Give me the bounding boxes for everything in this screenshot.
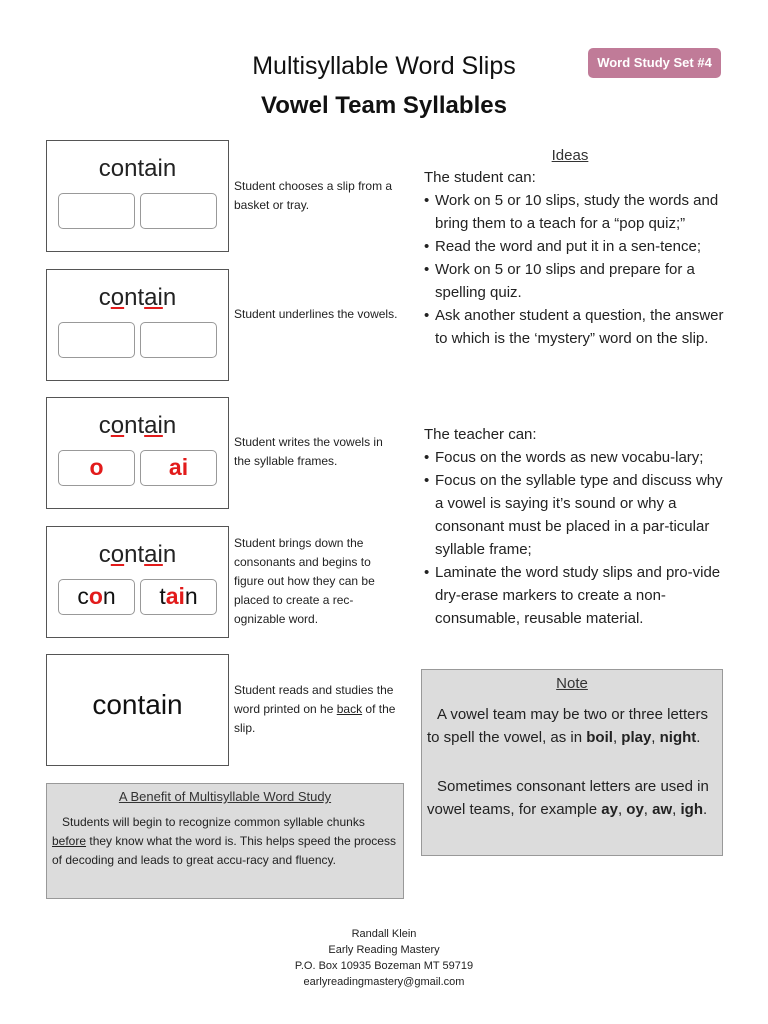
note-paragraph-2: Sometimes consonant letters are used in vowel teams, for example ay, oy, aw, igh. bbox=[427, 778, 709, 818]
teacher-ideas bbox=[424, 423, 724, 630]
step-2-text: Student underlines the vowels. bbox=[234, 307, 398, 321]
syllable-frame-vowel: ai bbox=[140, 450, 217, 486]
list-item: • Focus on the syllable type and discuss why a vowel is saying it’s sound or why a consonant must be placed in a par-ticular syllable frame; bbox=[424, 469, 724, 561]
teacher-lead: The teacher can: bbox=[424, 426, 537, 443]
slip-step-5 bbox=[46, 654, 229, 766]
list-item: • Ask another student a question, the answer to which is the ‘mystery” word on the slip. bbox=[424, 304, 724, 350]
benefit-heading: A Benefit of Multisyllable Word Study bbox=[118, 789, 332, 804]
slip-step-1 bbox=[46, 140, 229, 252]
slip-word-underlined: contain bbox=[98, 412, 177, 439]
list-item: • Laminate the word study slips and pro-vide dry-erase markers to create a non-consumable, reusable material. bbox=[424, 561, 724, 630]
list-item: • Work on 5 or 10 slips, study the words and bring them to a teach for a “pop quiz;” bbox=[424, 189, 724, 235]
syllable-frame-empty bbox=[140, 322, 217, 358]
slip-word-underlined: contain bbox=[98, 284, 177, 311]
slip-step-4 bbox=[46, 526, 229, 638]
syllable-frame-vowel: o bbox=[58, 450, 135, 486]
slip-word-underlined: contain bbox=[98, 541, 177, 568]
page-title: Multisyllable Word Slips bbox=[252, 52, 516, 80]
set-badge: Word Study Set #4 bbox=[588, 48, 721, 78]
step-3-text: Student writes the vowels in the syllable frames. bbox=[234, 435, 383, 468]
list-item: • Read the word and put it in a sen-tence; bbox=[424, 235, 724, 258]
slip-back-word: contain bbox=[92, 689, 183, 720]
step-5-text: Student reads and studies the word printed on he back of the slip. bbox=[234, 683, 396, 735]
slip-step-2 bbox=[46, 269, 229, 381]
benefit-box bbox=[46, 783, 404, 899]
note-box bbox=[421, 669, 723, 856]
note-heading: Note bbox=[556, 675, 588, 692]
footer-email: earlyreadingmastery@gmail.com bbox=[303, 976, 465, 988]
syllable-frame-empty bbox=[140, 193, 217, 229]
student-lead: The student can: bbox=[424, 169, 536, 186]
student-ideas bbox=[424, 166, 724, 350]
benefit-text: Students will begin to recognize common syllable chunks before they know what the word is. This helps speed the process of decoding and leads to great accu-racy and fluency. bbox=[52, 815, 396, 867]
footer-name: Randall Klein bbox=[351, 928, 417, 940]
footer-address: P.O. Box 10935 Bozeman MT 59719 bbox=[294, 960, 474, 972]
syllable-frame-empty bbox=[58, 322, 135, 358]
slip-step-3 bbox=[46, 397, 229, 509]
syllable-frame-full: con bbox=[58, 579, 135, 615]
slip-word: contain bbox=[98, 155, 177, 182]
footer-org: Early Reading Mastery bbox=[328, 944, 440, 956]
list-item: • Focus on the words as new vocabu-lary; bbox=[424, 446, 724, 469]
step-1-text: Student chooses a slip from a basket or tray. bbox=[234, 179, 393, 212]
syllable-frame-full: tain bbox=[140, 579, 217, 615]
ideas-heading: Ideas bbox=[551, 147, 589, 164]
list-item: • Work on 5 or 10 slips and prepare for a spelling quiz. bbox=[424, 258, 724, 304]
page-subtitle: Vowel Team Syllables bbox=[261, 92, 507, 119]
syllable-frame-empty bbox=[58, 193, 135, 229]
note-paragraph-1: A vowel team may be two or three letters to spell the vowel, as in boil, play, night. bbox=[427, 706, 708, 746]
step-4-text: Student brings down the consonants and begins to figure out how they can be placed to create a rec-ognizable word. bbox=[234, 536, 375, 626]
footer-contact bbox=[0, 926, 768, 990]
